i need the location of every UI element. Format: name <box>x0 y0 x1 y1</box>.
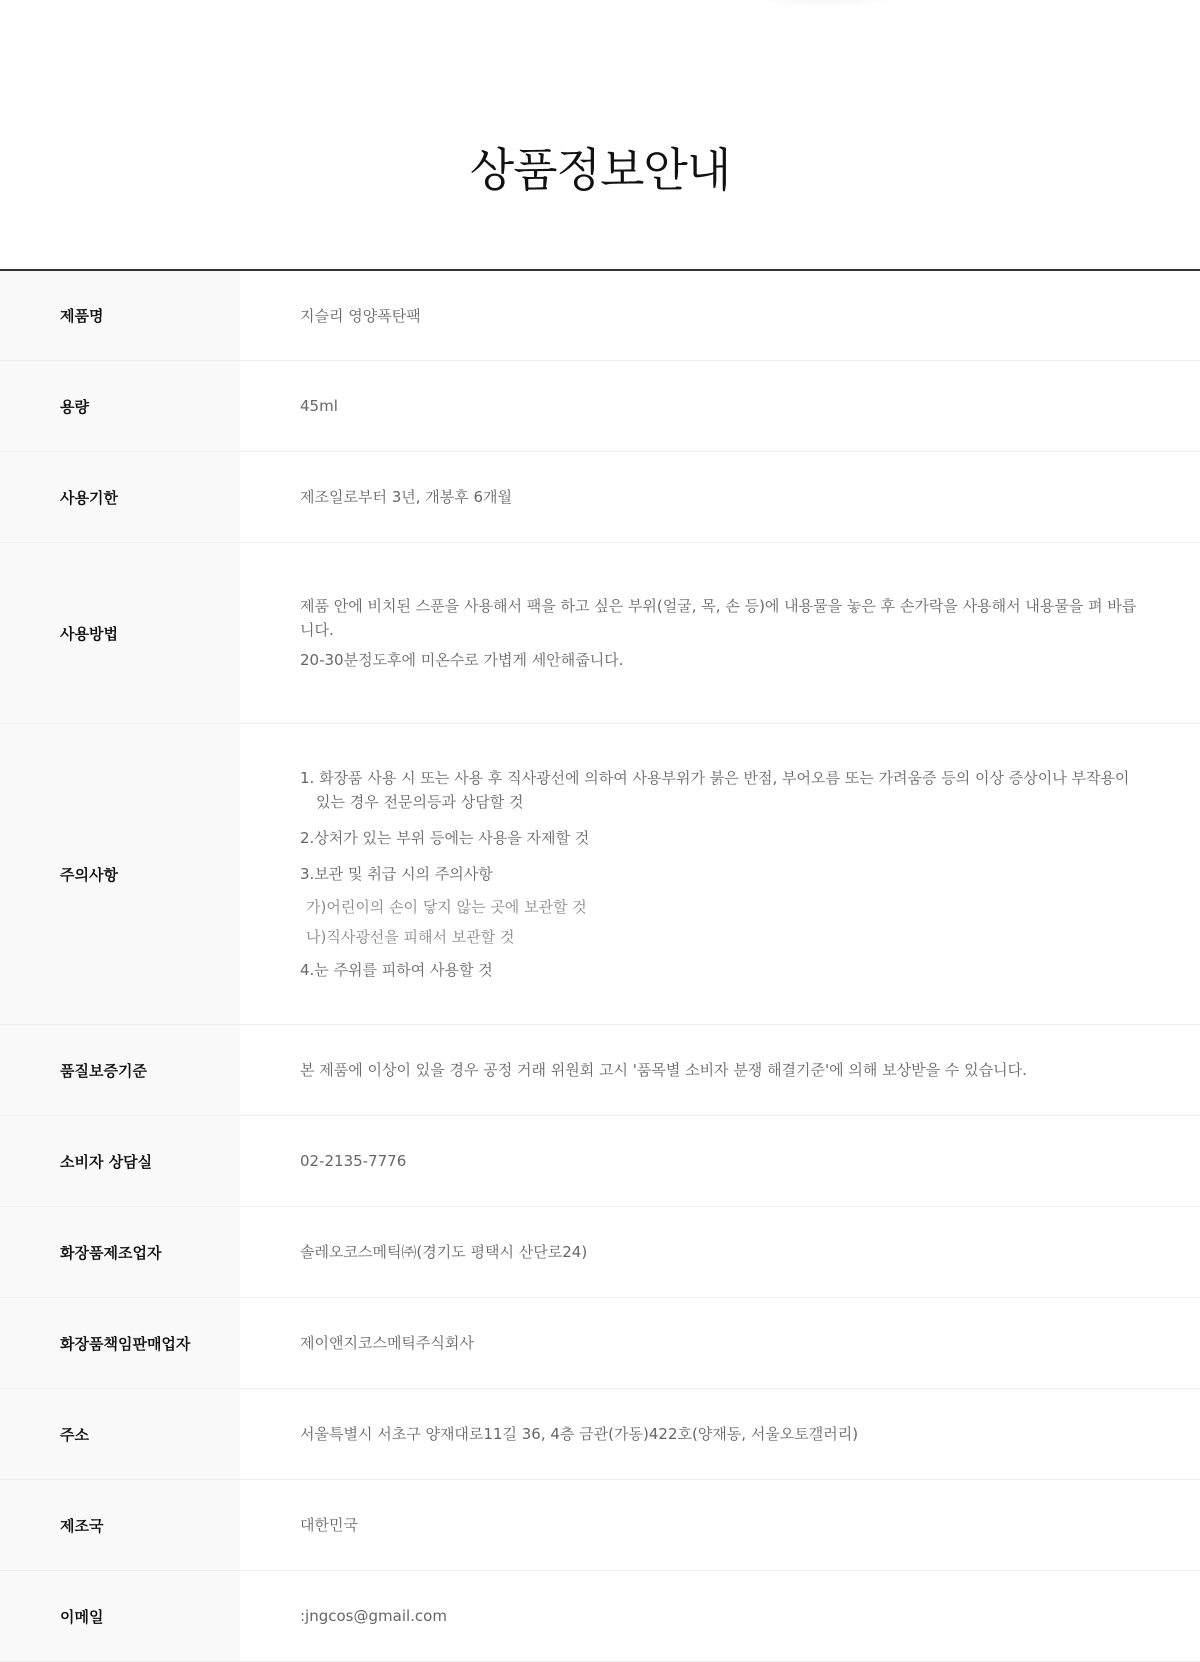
product-name: 지슬리 영양폭탄팩 <box>300 306 421 325</box>
table-row <box>0 361 1200 452</box>
row-label: 사용방법 <box>0 543 240 723</box>
seller-value: 제이앤지코스메틱주식회사 <box>300 1334 474 1352</box>
row-label: 용량 <box>0 361 240 451</box>
caution-subitem: 나)직사광선을 피해서 보관할 것 <box>306 928 515 946</box>
table-row <box>0 1207 1200 1298</box>
row-value <box>240 1298 1200 1388</box>
table-row <box>0 452 1200 543</box>
row-label: 품질보증기준 <box>0 1025 240 1115</box>
table-row <box>0 724 1200 1025</box>
caution-item: 4.눈 주위를 피하여 사용할 것 <box>300 961 493 979</box>
table-row <box>0 1389 1200 1480</box>
email-value: :jngcos@gmail.com <box>300 1607 447 1625</box>
address-value: 서울특별시 서초구 양재대로11길 36, 4층 금관(가동)422호(양재동, 서울오토갤러리) <box>300 1425 859 1443</box>
usage-line: 20-30분정도후에 미온수로 가볍게 세안해줍니다. <box>300 651 624 669</box>
row-label: 사용기한 <box>0 452 240 542</box>
row-label: 제품명 <box>0 271 240 360</box>
row-value <box>240 724 1200 1024</box>
row-label: 화장품제조업자 <box>0 1207 240 1297</box>
row-value <box>240 1571 1200 1661</box>
table-row <box>0 1025 1200 1116</box>
row-value <box>240 1207 1200 1297</box>
row-value <box>240 1116 1200 1206</box>
table-row <box>0 1571 1200 1662</box>
usage-line: 제품 안에 비치된 스푼을 사용해서 팩을 하고 싶은 부위(얼굴, 목, 손 등)에 내용물을 놓은 후 손가락을 사용해서 내용물을 펴 바릅니다. <box>300 597 1137 639</box>
product-info-table <box>0 269 1200 1662</box>
caution-item: 2.상처가 있는 부위 등에는 사용을 자제할 것 <box>300 829 590 847</box>
caution-subitem: 가)어린이의 손이 닿지 않는 곳에 보관할 것 <box>306 898 587 916</box>
table-row <box>0 1480 1200 1571</box>
row-value <box>240 452 1200 542</box>
manufacturer-value: 솔레오코스메틱㈜(경기도 평택시 산단로24) <box>300 1243 588 1261</box>
caution-item: 3.보관 및 취급 시의 주의사항 <box>300 865 493 883</box>
capacity-value: 45ml <box>300 397 338 415</box>
row-value <box>240 1389 1200 1479</box>
expiry-value: 제조일로부터 3년, 개봉후 6개월 <box>300 488 513 506</box>
row-value <box>240 1480 1200 1570</box>
row-label: 제조국 <box>0 1480 240 1570</box>
row-label: 소비자 상담실 <box>0 1116 240 1206</box>
quality-standard-value: 본 제품에 이상이 있을 경우 공정 거래 위원회 고시 '품목별 소비자 분쟁 해결기준'에 의해 보상받을 수 있습니다. <box>300 1061 1027 1079</box>
row-value <box>240 361 1200 451</box>
table-row <box>0 271 1200 361</box>
consumer-phone-value: 02-2135-7776 <box>300 1152 407 1170</box>
table-row <box>0 1298 1200 1389</box>
row-label: 주소 <box>0 1389 240 1479</box>
row-label: 화장품책임판매업자 <box>0 1298 240 1388</box>
row-label: 이메일 <box>0 1571 240 1661</box>
row-value <box>240 1025 1200 1115</box>
row-value <box>240 543 1200 723</box>
table-row <box>0 543 1200 724</box>
caution-item: 1. 화장품 사용 시 또는 사용 후 직사광선에 의하여 사용부위가 붉은 반점, 부어오름 또는 가려움증 등의 이상 증상이나 부작용이 있는 경우 전문의등과 상담할 것 <box>300 769 1130 811</box>
decorative-shadow <box>720 0 930 10</box>
row-label: 주의사항 <box>0 724 240 1024</box>
table-row <box>0 1116 1200 1207</box>
page-title: 상품정보안내 <box>469 143 731 197</box>
row-value <box>240 271 1200 360</box>
country-value: 대한민국 <box>300 1516 358 1534</box>
